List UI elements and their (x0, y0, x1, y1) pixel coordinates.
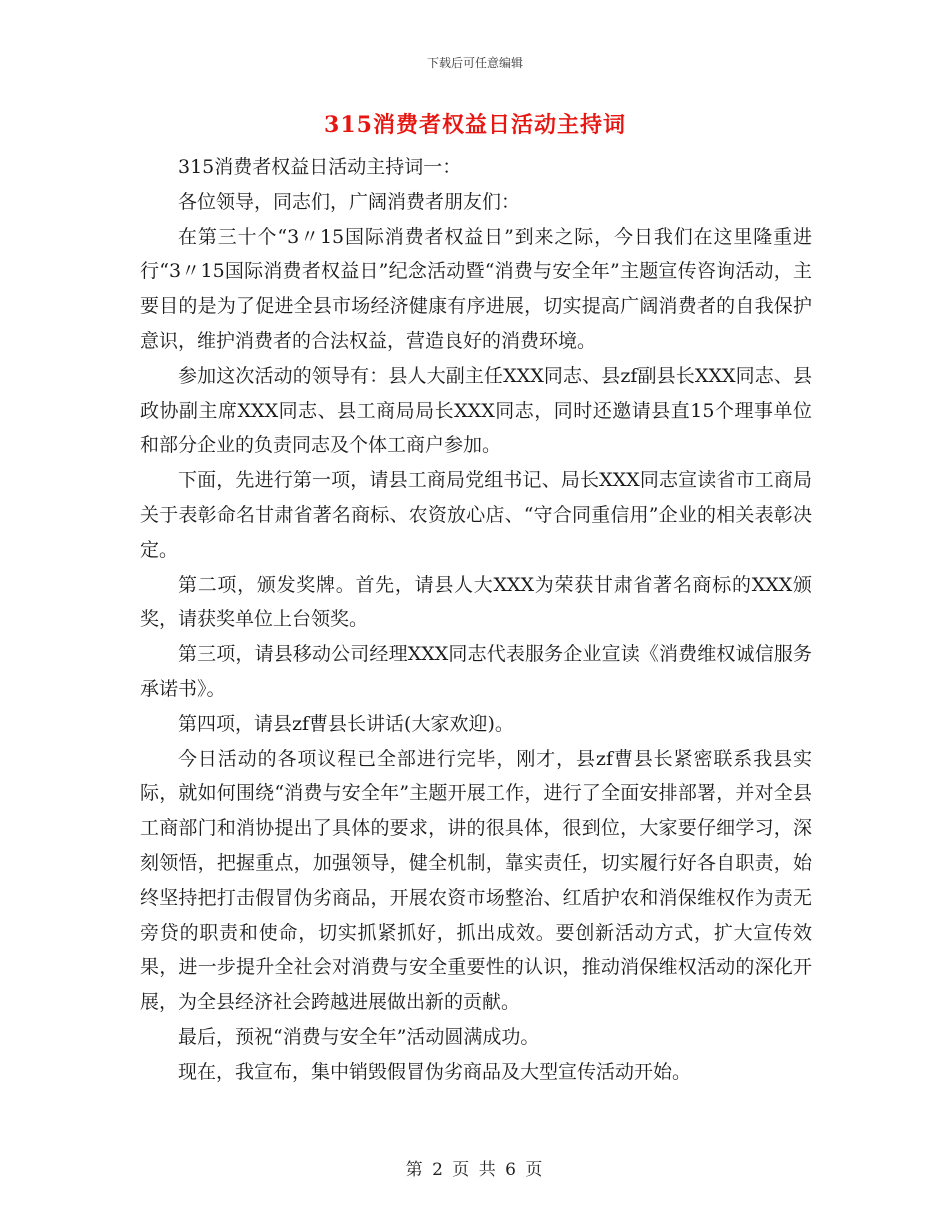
page-number: 第 2 页 共 6 页 (405, 1160, 545, 1180)
paragraph-announcement: 现在，我宣布，集中销毁假冒伪劣商品及大型宣传活动开始。 (178, 1060, 692, 1083)
document-title: 315消费者权益日活动主持词 (324, 112, 626, 138)
paragraph-item-one: 下面，先进行第一项，请县工商局党组书记、局长XXX同志宣读省市工商局关于表彰命名甘肃省著名商标、农资放心店、“守合同重信用”企业的相关表彰决定。 (140, 469, 812, 561)
paragraph-item-two: 第二项，颁发奖牌。首先，请县人大XXX为荣获甘肃省著名商标的XXX颁奖，请获奖单位上台领奖。 (140, 573, 812, 631)
paragraph-wishes: 最后，预祝“消费与安全年”活动圆满成功。 (178, 1025, 540, 1048)
paragraph-opening: 在第三十个“3〃15国际消费者权益日”到来之际，今日我们在这里隆重进行“3〃15国际消费者权益日”纪念活动暨“消费与安全年”主题宣传咨询活动，主要目的是为了促进全县市场经济健康有序进展，切实提高广阔消费者的自我保护意识，维护消费者的合法权益，营造良好的消费环境。 (140, 225, 812, 352)
paragraph-subtitle: 315消费者权益日活动主持词一： (178, 156, 462, 178)
paragraph-attendees: 参加这次活动的领导有：县人大副主任XXX同志、县zf副县长XXX同志、县政协副主席XXX同志、县工商局局长XXX同志，同时还邀请县直15个理事单位和部分企业的负责同志及个体工商户参加。 (140, 364, 812, 457)
paragraph-item-three: 第三项，请县移动公司经理XXX同志代表服务企业宣读《消费维权诚信服务承诺书》。 (140, 643, 812, 700)
paragraph-item-four: 第四项，请县zf曹县长讲话(大家欢迎)。 (178, 712, 514, 735)
document-body (140, 150, 812, 1090)
paragraph-greeting: 各位领导，同志们，广阔消费者朋友们： (178, 190, 521, 213)
paragraph-summary: 今日活动的各项议程已全部进行完毕，刚才，县zf曹县长紧密联系我县实际，就如何围绕“消费与安全年”主题开展工作，进行了全面安排部署，并对全县工商部门和消协提出了具体的要求，讲的很具体，很到位，大家要仔细学习，深刻领悟，把握重点，加强领导，健全机制，靠实责任，切实履行好各自职责，始终坚持把打击假冒伪劣商品，开展农资市场整治、红盾护农和消保维权作为责无旁贷的职责和使命，切实抓紧抓好，抓出成效。要创新活动方式，扩大宣传效果，进一步提升全社会对消费与安全重要性的认识，推动消保维权活动的深化开展，为全县经济社会跨越进展做出新的贡献。 (140, 747, 812, 1014)
page-header-note: 下载后可任意编辑 (426, 56, 523, 70)
